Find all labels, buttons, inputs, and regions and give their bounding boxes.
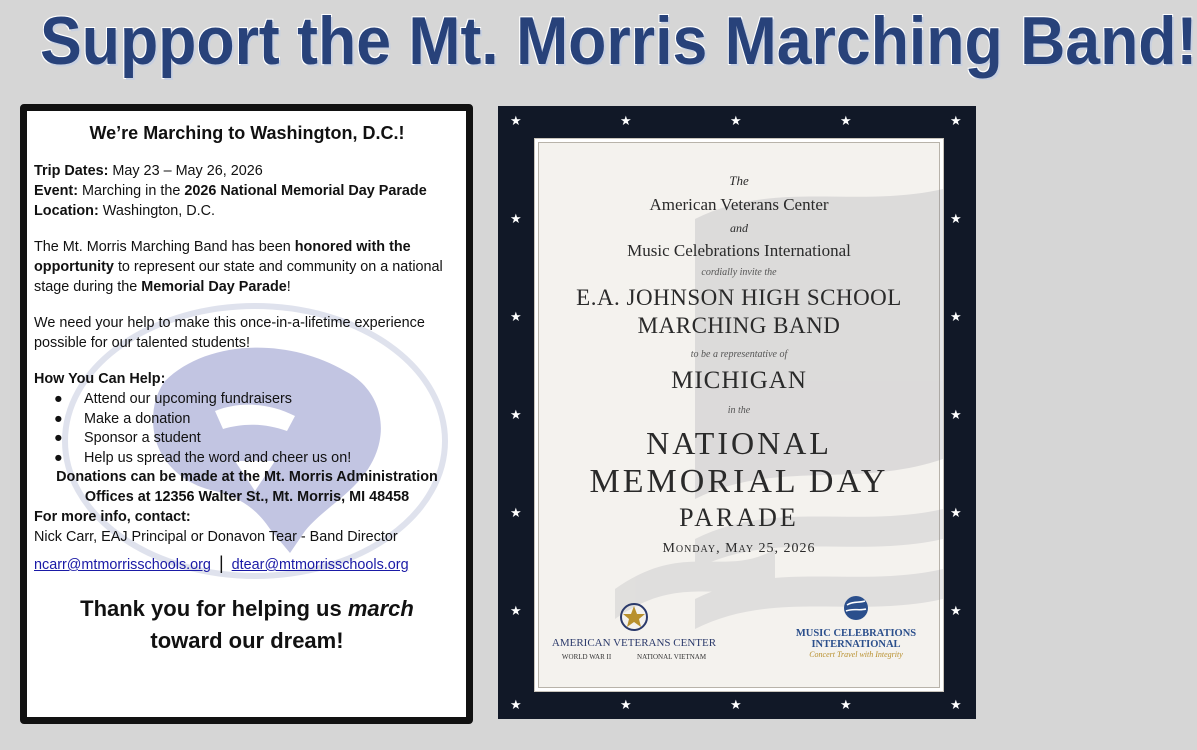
poster-and: and [730, 221, 748, 235]
poster-parade: PARADE [679, 503, 799, 532]
star-icon: ★ [950, 211, 962, 226]
star-icon: ★ [950, 505, 962, 520]
donations-note: Donations can be made at the Mt. Morris Administration Offices at 12356 Walter St., Mt. Morris, MI 48458 [56, 469, 438, 505]
star-icon: ★ [510, 505, 522, 520]
location-value: Washington, D.C. [102, 203, 216, 219]
thanks-b: march [347, 596, 414, 621]
star-icon: ★ [510, 697, 522, 712]
thanks-a: Thank you for helping us [80, 596, 342, 621]
help-item-text: Make a donation [84, 410, 191, 427]
help-list [34, 389, 460, 467]
poster-invite: cordially invite the [701, 267, 777, 278]
star-icon: ★ [510, 407, 522, 422]
help-title: How You Can Help: [34, 371, 166, 387]
help-item-text: Sponsor a student [84, 430, 201, 446]
email-link-ncarr[interactable]: ncarr@mtmorrisschools.org [34, 557, 211, 573]
poster-the: The [729, 173, 749, 188]
poster-national: NATIONAL [646, 425, 832, 461]
list-item [34, 428, 460, 448]
star-icon: ★ [620, 113, 632, 128]
help-item-text: Help us spread the word and cheer us on! [84, 449, 352, 466]
thank-you-message [34, 593, 460, 657]
p1-e: ! [286, 279, 291, 295]
star-icon: ★ [950, 309, 962, 324]
location-label: Location: [34, 203, 99, 219]
star-icon: ★ [510, 603, 522, 618]
poster-school-line1: E.A. JOHNSON HIGH SCHOOL [576, 285, 902, 310]
p1-a: The Mt. Morris Marching Band has been [34, 239, 291, 255]
star-icon: ★ [840, 697, 852, 712]
mci-logo-name1: MUSIC CELEBRATIONS [795, 628, 917, 639]
info-letter [20, 104, 473, 724]
star-icon: ★ [950, 697, 962, 712]
poster-mci: Music Celebrations International [627, 241, 851, 260]
p1-d: Memorial Day Parade [141, 279, 287, 295]
p1-b: honored with the opportunity [34, 239, 411, 275]
poster-in: in the [727, 405, 751, 416]
list-item [34, 409, 460, 429]
trip-value: May 23 – May 26, 2026 [112, 163, 263, 179]
avc-star-wreath-icon [614, 602, 654, 632]
mci-tagline: Concert Travel with Integrity [809, 650, 903, 659]
poster-date: Monday, May 25, 2026 [662, 541, 816, 556]
mci-logo-name2: INTERNATIONAL [811, 639, 901, 650]
avc-sub-ww2: WORLD WAR II [561, 653, 612, 661]
location-line [34, 201, 460, 221]
bullet-icon: ● [54, 391, 63, 407]
poster-rep: to be a representative of [690, 349, 788, 360]
p1-c: to represent our state and community on a national stage during the [34, 259, 443, 295]
bullet-icon: ● [54, 449, 63, 466]
contact-emails [34, 553, 460, 575]
poster-memorial-day: MEMORIAL DAY [589, 463, 889, 500]
email-link-dtear[interactable]: dtear@mtmorrisschools.org [231, 557, 409, 573]
avc-logo [549, 602, 719, 661]
thanks-c: toward our dream! [150, 628, 344, 653]
help-section [34, 369, 460, 467]
event-line [34, 181, 460, 201]
event-value: Marching in the [81, 183, 181, 199]
star-icon: ★ [620, 697, 632, 712]
bullet-icon: ● [54, 430, 63, 446]
letter-content [27, 111, 466, 657]
poster-avc: American Veterans Center [649, 195, 829, 214]
help-item-text: Attend our upcoming fundraisers [84, 391, 292, 407]
star-icon: ★ [510, 309, 522, 324]
poster-state: MICHIGAN [671, 367, 807, 394]
invitation-poster [498, 106, 976, 719]
letter-heading: We’re Marching to Washington, D.C.! [89, 123, 405, 143]
email-separator: | [218, 553, 224, 573]
mci-globe-icon [839, 593, 873, 623]
star-icon: ★ [950, 603, 962, 618]
contact-section [34, 507, 460, 575]
paragraph-honored [34, 237, 460, 297]
trip-details [34, 161, 460, 221]
avc-logo-name: AMERICAN VETERANS CENTER [551, 637, 717, 649]
star-icon: ★ [510, 211, 522, 226]
trip-dates [34, 161, 460, 181]
star-icon: ★ [730, 697, 742, 712]
avc-sub-vietnam: NATIONAL VIETNAM [637, 653, 707, 661]
star-icon: ★ [950, 113, 962, 128]
paragraph-help: We need your help to make this once-in-a-lifetime experience possible for our talented students! [34, 315, 425, 351]
star-icon: ★ [840, 113, 852, 128]
mci-logo [781, 593, 931, 659]
banner-title: Support the Mt. Morris Marching Band! [40, 3, 1197, 79]
banner [0, 0, 1197, 100]
event-value-bold: 2026 National Memorial Day Parade [184, 183, 427, 199]
star-icon: ★ [730, 113, 742, 128]
contact-title: For more info, contact: [34, 509, 191, 525]
list-item [34, 448, 460, 468]
bullet-icon: ● [54, 410, 63, 427]
contact-names: Nick Carr, EAJ Principal or Donavon Tear - Band Director [34, 529, 398, 545]
list-item [34, 389, 460, 409]
trip-label: Trip Dates: [34, 163, 109, 179]
poster-card [534, 138, 944, 692]
star-icon: ★ [950, 407, 962, 422]
event-label: Event: [34, 183, 78, 199]
star-icon: ★ [510, 113, 522, 128]
poster-school-line2: MARCHING BAND [637, 313, 841, 338]
